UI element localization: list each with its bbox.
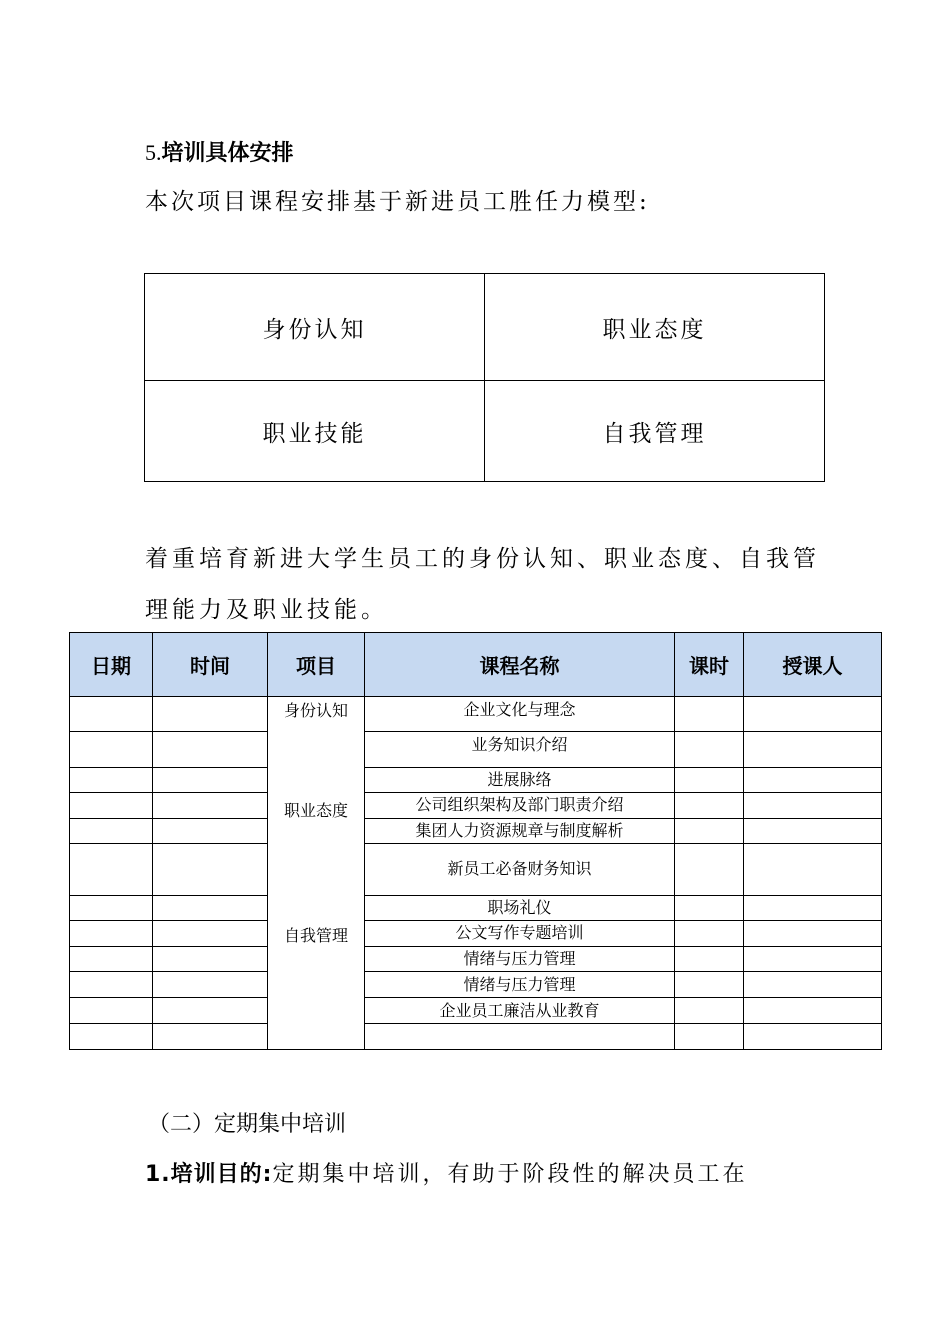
time-cell — [153, 1023, 268, 1049]
category-label: 身份认知 — [283, 701, 348, 720]
table-row — [70, 767, 882, 792]
header-instructor: 授课人 — [744, 633, 882, 697]
instructor-cell — [744, 844, 882, 895]
date-cell — [70, 920, 153, 946]
instructor-cell — [744, 1023, 882, 1049]
schedule-table — [69, 632, 882, 1050]
instructor-cell — [744, 920, 882, 946]
hours-cell — [675, 844, 744, 895]
date-cell — [70, 697, 153, 732]
hours-cell — [675, 920, 744, 946]
section-heading — [145, 136, 294, 171]
hours-cell — [675, 972, 744, 998]
purpose-line — [145, 1158, 747, 1192]
course-cell — [365, 1023, 675, 1049]
table-row — [70, 895, 882, 920]
time-cell — [153, 732, 268, 767]
table-row — [70, 947, 882, 972]
course-cell: 公文写作专题培训 — [365, 920, 675, 946]
model-cell: 身份认知 — [145, 274, 485, 381]
competency-model-table — [144, 273, 825, 482]
category-label: 自我管理 — [283, 926, 348, 945]
time-cell — [153, 920, 268, 946]
time-cell — [153, 819, 268, 844]
date-cell — [70, 947, 153, 972]
time-cell — [153, 792, 268, 818]
hours-cell — [675, 998, 744, 1023]
model-cell: 职业态度 — [485, 274, 825, 381]
paragraph-line: 理能力及职业技能。 — [145, 597, 388, 623]
date-cell — [70, 895, 153, 920]
hours-cell — [675, 792, 744, 818]
instructor-cell — [744, 972, 882, 998]
instructor-cell — [744, 767, 882, 792]
header-time: 时间 — [153, 633, 268, 697]
date-cell — [70, 792, 153, 818]
date-cell — [70, 998, 153, 1023]
date-cell — [70, 732, 153, 767]
table-row — [70, 972, 882, 998]
course-cell: 业务知识介绍 — [365, 732, 675, 767]
date-cell — [70, 1023, 153, 1049]
course-cell: 公司组织架构及部门职责介绍 — [365, 792, 675, 818]
date-cell — [70, 819, 153, 844]
course-cell: 职场礼仪 — [365, 895, 675, 920]
table-row — [70, 732, 882, 767]
time-cell — [153, 844, 268, 895]
schedule-header-row — [70, 633, 882, 697]
category-cell — [268, 697, 365, 1050]
time-cell — [153, 947, 268, 972]
course-cell: 集团人力资源规章与制度解析 — [365, 819, 675, 844]
paragraph-line: 着重培育新进大学生员工的身份认知、职业态度、自我管 — [145, 546, 820, 572]
time-cell — [153, 998, 268, 1023]
instructor-cell — [744, 819, 882, 844]
model-cell: 职业技能 — [145, 381, 485, 482]
heading-title: 培训具体安排 — [161, 141, 294, 166]
header-item: 项目 — [268, 633, 365, 697]
date-cell — [70, 767, 153, 792]
date-cell — [70, 972, 153, 998]
intro-text: 本次项目课程安排基于新进员工胜任力模型: — [145, 189, 650, 215]
category-label: 职业态度 — [283, 801, 348, 820]
table-row — [70, 920, 882, 946]
instructor-cell — [744, 697, 882, 732]
course-cell: 新员工必备财务知识 — [365, 844, 675, 895]
hours-cell — [675, 697, 744, 732]
instructor-cell — [744, 998, 882, 1023]
hours-cell — [675, 767, 744, 792]
table-row — [70, 998, 882, 1023]
table-row — [70, 1023, 882, 1049]
section-title: （二）定期集中培训 — [148, 1112, 347, 1137]
purpose-label: 1.培训目的: — [145, 1162, 273, 1187]
course-cell: 进展脉络 — [365, 767, 675, 792]
table-row — [70, 697, 882, 732]
course-cell: 情绪与压力管理 — [365, 972, 675, 998]
table-row — [70, 844, 882, 895]
header-hours: 课时 — [675, 633, 744, 697]
time-cell — [153, 697, 268, 732]
hours-cell — [675, 732, 744, 767]
header-course: 课程名称 — [365, 633, 675, 697]
hours-cell — [675, 1023, 744, 1049]
table-row — [70, 819, 882, 844]
time-cell — [153, 895, 268, 920]
instructor-cell — [744, 895, 882, 920]
course-cell: 企业文化与理念 — [365, 697, 675, 732]
course-cell: 企业员工廉洁从业教育 — [365, 998, 675, 1023]
hours-cell — [675, 947, 744, 972]
model-cell: 自我管理 — [485, 381, 825, 482]
course-cell: 情绪与压力管理 — [365, 947, 675, 972]
instructor-cell — [744, 732, 882, 767]
table-row — [70, 792, 882, 818]
hours-cell — [675, 819, 744, 844]
time-cell — [153, 972, 268, 998]
instructor-cell — [744, 947, 882, 972]
purpose-text: 定期集中培训，有助于阶段性的解决员工在 — [272, 1162, 748, 1187]
time-cell — [153, 767, 268, 792]
date-cell — [70, 844, 153, 895]
hours-cell — [675, 895, 744, 920]
header-date: 日期 — [70, 633, 153, 697]
instructor-cell — [744, 792, 882, 818]
heading-number: 5. — [145, 140, 162, 165]
